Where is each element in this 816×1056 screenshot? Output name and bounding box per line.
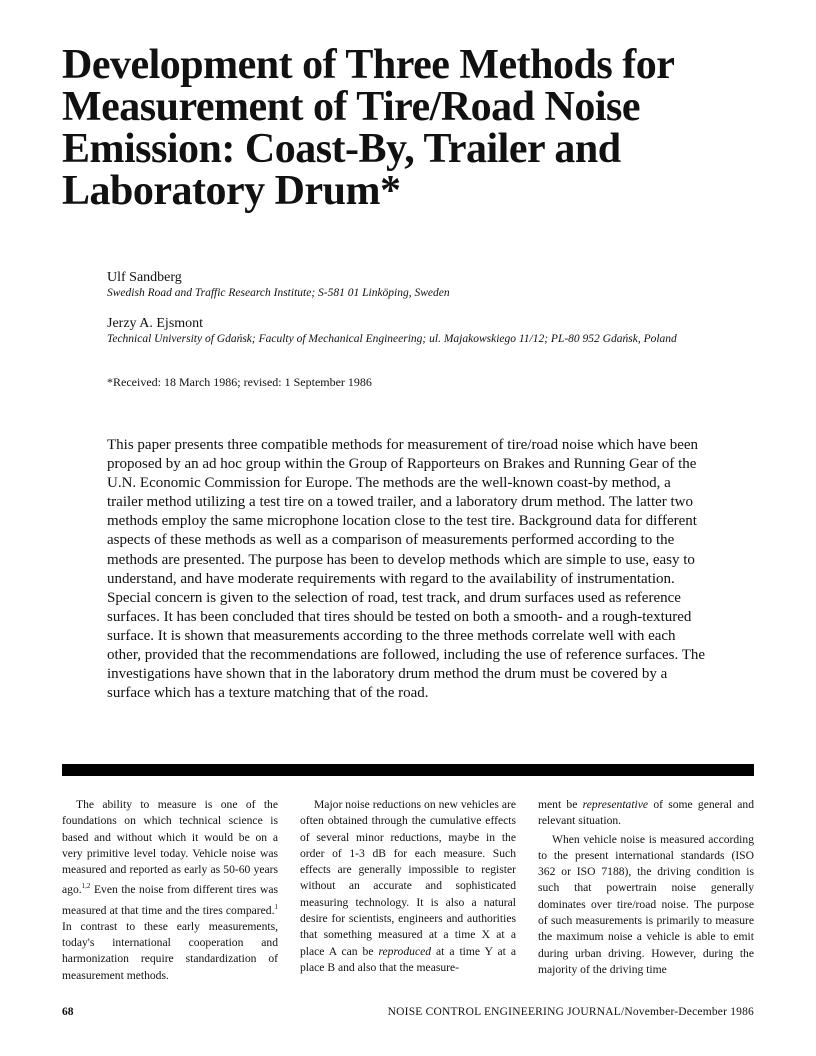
body-column-2 <box>300 797 516 976</box>
article-title: Development of Three Methods for Measurement of Tire/Road Noise Emission: Coast-By, Trailer and Laboratory Drum* <box>62 42 674 214</box>
author-1 <box>107 270 727 301</box>
paragraph: Major noise reductions on new vehicles are often obtained through the cumulative effects of several minor reductions, maybe in the order of 1-3 dB for each measure. Such effects are generally impossible to register without an accurate and sophisticated measuring technology. It is also a natural desire for scientists, engineers and authorities that something measured at a time X at a place A can be reproduced at a time Y at a place B and also that the measure- <box>300 798 516 974</box>
author-2 <box>107 316 727 347</box>
body-column-1 <box>62 797 278 984</box>
body-column-3 <box>538 797 754 978</box>
abstract: This paper presents three compatible methods for measurement of tire/road noise which have been proposed by an ad hoc group within the Group of Rapporteurs on Brakes and Running Gear of the U.N. Economic Commission for Europe. The methods are the well-known coast-by method, a trailer method utilizing a test tire on a towed trailer, and a laboratory drum method. The latter two methods employ the same microphone location close to the test tire. Background data for different aspects of these methods as well as a comparison of measurements performed according to the methods are presented. The purpose has been to develop methods which are simple to use, easy to understand, and have moderate requirements with regard to the availability of instrumentation. Special concern is given to the selection of road, test track, and drum surfaces used as reference surfaces. It has been concluded that tires should be tested on both a smooth- and a rough-textured surface. It is shown that measurements according to the three methods correlate well with each other, provided that the recommendations are followed, including the use of reference surfaces. The investigations have shown that in the laboratory drum method the drum must be covered by a surface which has a texture matching that of the road. <box>107 437 706 702</box>
paragraph: When vehicle noise is measured according to the present international standards (ISO 362 or ISO 7188), the driving condition is such that powertrain noise generally dominates over tire/road noise. The purpose of such measurements is primarily to measure the maximum noise a vehicle is able to emit during urban driving. However, during the majority of the driving time <box>538 832 754 976</box>
paragraph: The ability to measure is one of the foundations on which technical science is based and without which it would be on a very primitive level today. Vehicle noise was measured and reported as early as 50-60 years ago.$^{1,2}$ Even the noise from different tires was measured at that time and the tires compared.$^1$ In contrast to these early measurements, today's international cooperation and harmonization require standardization of measurement methods. <box>62 798 278 982</box>
author-affiliation: Technical University of Gdańsk; Faculty of Mechanical Engineering; ul. Majakowskiego 11/12; PL-80 952 Gdańsk, Poland <box>107 333 677 345</box>
page-number: 68 <box>62 1006 74 1018</box>
journal-name: NOISE CONTROL ENGINEERING JOURNAL/November-December 1986 <box>387 1006 754 1018</box>
author-name: Ulf Sandberg <box>107 270 182 285</box>
received-note: *Received: 18 March 1986; revised: 1 September 1986 <box>107 375 372 389</box>
section-divider <box>62 764 754 776</box>
author-affiliation: Swedish Road and Traffic Research Institute; S-581 01 Linköping, Sweden <box>107 287 450 299</box>
author-name: Jerzy A. Ejsmont <box>107 316 204 331</box>
paragraph: ment be representative of some general and relevant situation. <box>538 798 755 828</box>
